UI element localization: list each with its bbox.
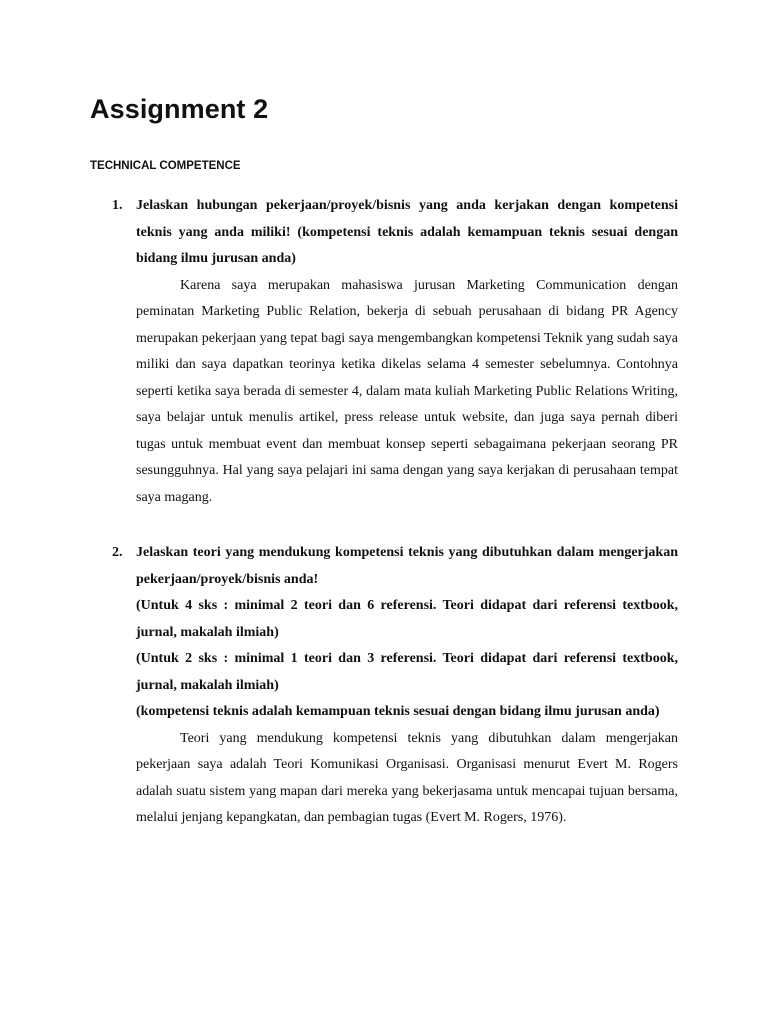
page-title: Assignment 2 — [90, 94, 269, 124]
prompt-note-definition: (kompetensi teknis adalah kemampuan teknis sesuai dengan bidang ilmu jurusan anda) — [136, 704, 660, 719]
question-prompt — [136, 540, 678, 726]
question-prompt — [136, 193, 678, 273]
prompt-note-2sks: (Untuk 2 sks : minimal 1 teori dan 3 referensi. Teori didapat dari referensi textbook, jurnal, makalah ilmiah) — [136, 651, 678, 693]
answer-text — [136, 726, 678, 832]
prompt-paragraph: Jelaskan hubungan pekerjaan/proyek/bisnis yang anda kerjakan dengan kompetensi teknis yang anda miliki! (kompetensi teknis adalah kemampuan teknis sesuai dengan bidang ilmu jurusan anda) — [136, 198, 678, 266]
question-number: 1. — [112, 198, 123, 213]
question-1 — [90, 193, 678, 511]
question-2 — [90, 540, 678, 832]
answer-paragraph: Teori yang mendukung kompetensi teknis yang dibutuhkan dalam mengerjakan pekerjaan saya adalah Teori Komunikasi Organisasi. Organisasi menurut Evert M. Rogers adalah suatu sistem yang mapan dari mereka yang bekerjasama untuk mencapai tujuan bersama, melalui jenjang kepangkatan, dan pembagian tugas (Evert M. Rogers, 1976). — [136, 730, 678, 825]
answer-text — [136, 273, 678, 512]
prompt-paragraph: Jelaskan teori yang mendukung kompetensi teknis yang dibutuhkan dalam mengerjakan pekerjaan/proyek/bisnis anda! — [136, 545, 678, 587]
question-number: 2. — [112, 545, 123, 560]
answer-paragraph: Karena saya merupakan mahasiswa jurusan Marketing Communication dengan peminatan Marketing Public Relation, bekerja di sebuah perusahaan di bidang PR Agency merupakan pekerjaan yang tepat bagi saya mengembangkan kompetensi Teknik yang sudah saya miliki dan saya dapatkan teorinya ketika dikelas selama 4 semester sebelumnya. Contohnya seperti ketika saya berada di semester 4, dalam mata kuliah Marketing Public Relations Writing, saya belajar untuk menulis artikel, press release untuk website, dan juga saya pernah diberi tugas untuk membuat event dan membuat konsep seperti sebagaimana pekerjaan seorang PR sesungguhnya. Hal yang saya pelajari ini sama dengan yang saya kerjakan di perusahaan tempat saya magang. — [136, 277, 678, 505]
prompt-note-4sks: (Untuk 4 sks : minimal 2 teori dan 6 referensi. Teori didapat dari referensi textbook, jurnal, makalah ilmiah) — [136, 598, 678, 640]
section-heading: TECHNICAL COMPETENCE — [90, 160, 241, 172]
